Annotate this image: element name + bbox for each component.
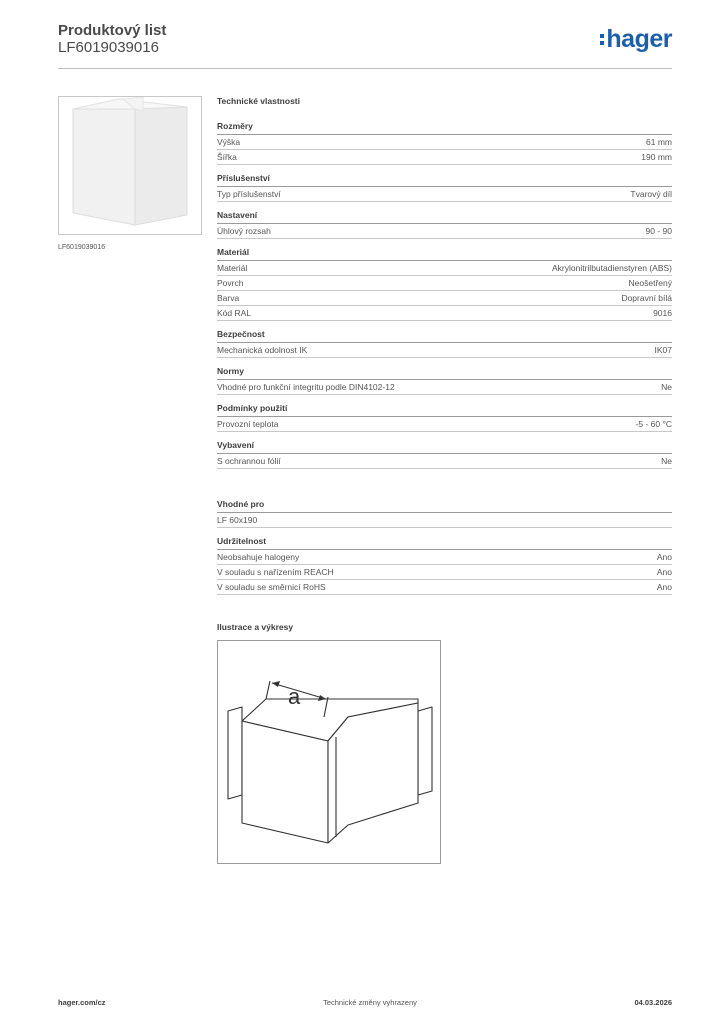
- group-title: Rozměry: [217, 121, 672, 135]
- spec-value: 9016: [653, 308, 672, 318]
- product-image: [58, 96, 202, 235]
- spec-row: [217, 224, 672, 239]
- spec-group-material: [217, 247, 672, 321]
- group-title: Normy: [217, 366, 672, 380]
- group-title: Materiál: [217, 247, 672, 261]
- spec-row: [217, 306, 672, 321]
- spec-value: Ne: [661, 382, 672, 392]
- group-title: Bezpečnost: [217, 329, 672, 343]
- image-caption: LF6019039016: [58, 244, 106, 251]
- spec-group-standards: [217, 366, 672, 395]
- spec-group-dimensions: [217, 121, 672, 165]
- technical-drawing: [217, 640, 441, 864]
- section-heading: Technické vlastnosti: [217, 96, 300, 106]
- spec-label: Povrch: [217, 278, 244, 288]
- spec-label: Neobsahuje halogeny: [217, 552, 300, 562]
- spec-row: [217, 565, 672, 580]
- spec-row: [217, 150, 672, 165]
- spec-label: Typ příslušenství: [217, 189, 281, 199]
- header-divider: [58, 68, 672, 69]
- illustrations-heading: Ilustrace a výkresy: [217, 622, 294, 632]
- spec-value: Ano: [656, 552, 672, 562]
- spec-group-settings: [217, 210, 672, 239]
- spec-label: Úhlový rozsah: [217, 226, 271, 236]
- footer-date: 04.03.2026: [634, 998, 672, 1007]
- technical-properties: [217, 96, 672, 603]
- spec-label: Výška: [217, 137, 241, 147]
- spec-label: Kód RAL: [217, 308, 252, 318]
- group-title: Podmínky použití: [217, 403, 672, 417]
- spec-value: Neošetřený: [628, 278, 672, 288]
- page-title: Produktový list: [58, 22, 167, 39]
- spec-label: V souladu se směrnicí RoHS: [217, 582, 326, 592]
- spec-label: Provozní teplota: [217, 419, 279, 429]
- logo-text: hager: [606, 25, 672, 53]
- group-title: Nastavení: [217, 210, 672, 224]
- spec-value: Ano: [656, 567, 672, 577]
- spec-value: Ano: [656, 582, 672, 592]
- spec-row: [217, 276, 672, 291]
- spec-value: Ne: [661, 456, 672, 466]
- spec-row: [217, 343, 672, 358]
- spec-row: [217, 291, 672, 306]
- spec-row: [217, 550, 672, 565]
- spec-group-sustainability: [217, 536, 672, 595]
- document-header: [58, 22, 166, 57]
- spec-label: Materiál: [217, 263, 248, 273]
- spec-row: [217, 380, 672, 395]
- page-footer: [58, 998, 672, 1007]
- product-code: LF6019039016: [58, 39, 159, 56]
- footer-website: hager.com/cz: [58, 998, 106, 1007]
- dimension-label: a: [288, 684, 301, 709]
- spec-label: Šířka: [217, 152, 237, 162]
- spec-row: [217, 261, 672, 276]
- group-title: Udržitelnost: [217, 536, 672, 550]
- spec-row: [217, 187, 672, 202]
- spec-row: [217, 454, 672, 469]
- spec-value: 190 mm: [641, 152, 672, 162]
- spec-value: Dopravní bílá: [621, 293, 672, 303]
- spec-label: Mechanická odolnost IK: [217, 345, 308, 355]
- spec-label: Barva: [217, 293, 240, 303]
- footer-note: Technické změny vyhrazeny: [323, 998, 417, 1007]
- spec-group-conditions: [217, 403, 672, 432]
- group-title: Příslušenství: [217, 173, 672, 187]
- spec-value: Akrylonitrilbutadienstyren (ABS): [552, 263, 672, 273]
- spec-label: Vhodné pro funkční integritu podle DIN4102-12: [217, 382, 395, 392]
- spec-value: 61 mm: [646, 137, 672, 147]
- spec-label: LF 60x190: [217, 515, 258, 525]
- group-title: Vhodné pro: [217, 499, 672, 513]
- hager-logo: [600, 25, 672, 53]
- spec-label: V souladu s nařízením REACH: [217, 567, 334, 577]
- spec-group-equipment: [217, 440, 672, 469]
- spec-group-safety: [217, 329, 672, 358]
- spec-row: [217, 580, 672, 595]
- spec-value: IK07: [654, 345, 672, 355]
- spec-value: 90 - 90: [645, 226, 672, 236]
- spec-value: Tvarový díl: [630, 189, 672, 199]
- logo-dots-icon: [600, 34, 604, 45]
- spec-row: [217, 513, 672, 528]
- spec-row: [217, 417, 672, 432]
- spec-group-suitable-for: [217, 499, 672, 528]
- spec-label: S ochrannou fólií: [217, 456, 281, 466]
- group-title: Vybavení: [217, 440, 672, 454]
- spec-group-accessories: [217, 173, 672, 202]
- spec-value: -5 - 60 °C: [635, 419, 672, 429]
- spec-row: [217, 135, 672, 150]
